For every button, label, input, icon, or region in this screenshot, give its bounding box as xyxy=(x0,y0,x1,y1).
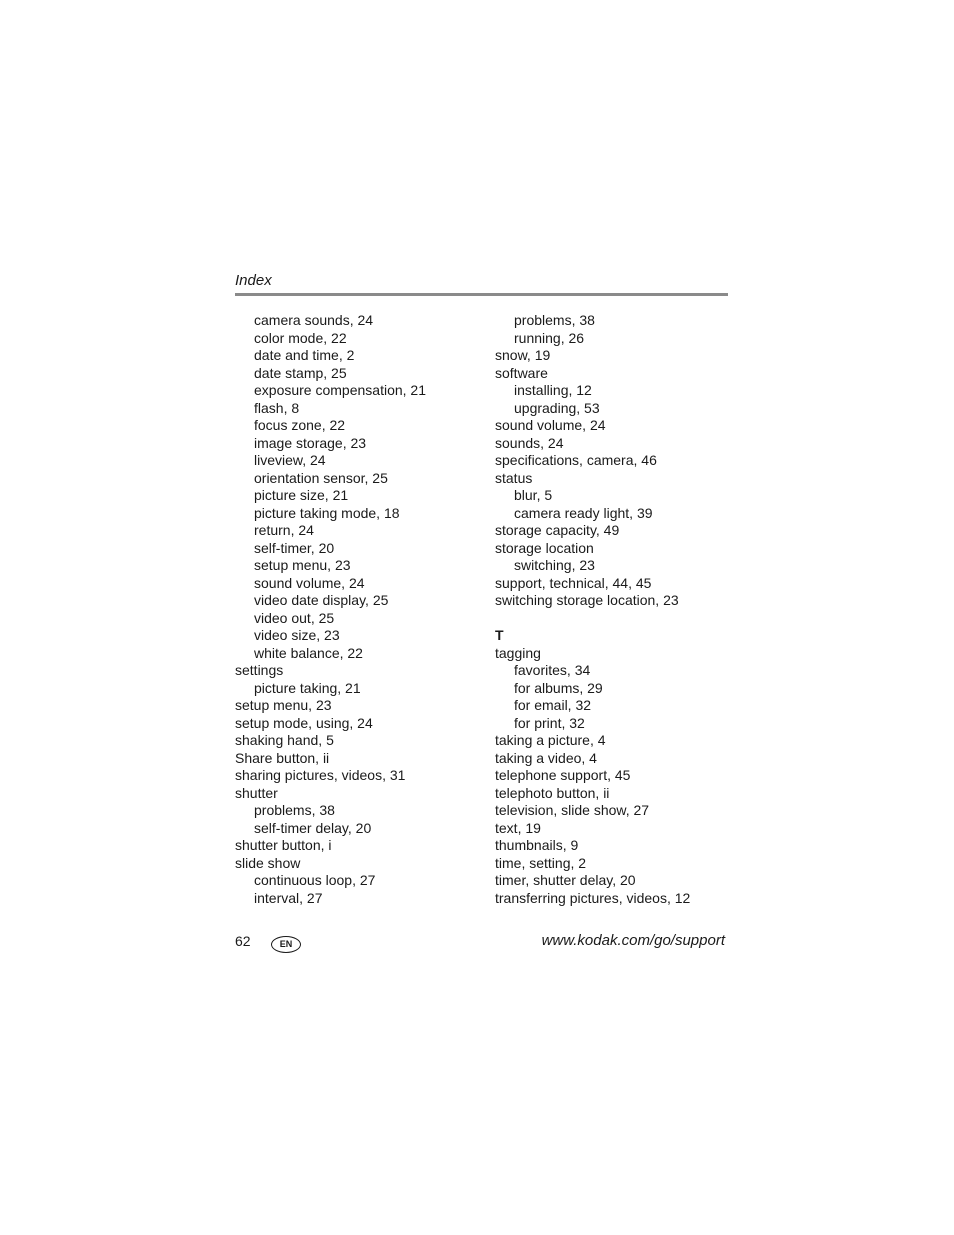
index-subentry: sound volume, 24 xyxy=(254,574,365,591)
index-subentry: liveview, 24 xyxy=(254,452,326,468)
index-entry: timer, shutter delay, 20 xyxy=(495,872,636,888)
index-subentry: date and time, 2 xyxy=(254,347,355,363)
index-entry: telephoto button, ii xyxy=(495,784,610,801)
index-entry: storage location xyxy=(495,539,594,556)
page-header-title: Index xyxy=(235,272,272,289)
index-subentry: switching, 23 xyxy=(514,557,595,573)
index-entry: taking a picture, 4 xyxy=(495,732,606,748)
index-subentry: for albums, 29 xyxy=(514,679,603,696)
index-subentry: self-timer delay, 20 xyxy=(254,819,372,836)
index-subentry: favorites, 34 xyxy=(514,662,591,678)
index-subentry: upgrading, 53 xyxy=(514,399,600,416)
index-subentry: white balance, 22 xyxy=(254,644,363,661)
index-entry: snow, 19 xyxy=(495,347,551,363)
index-entry: sound volume, 24 xyxy=(495,417,606,433)
header-divider xyxy=(235,293,728,296)
index-entry: shaking hand, 5 xyxy=(235,732,334,748)
index-entry: specifications, camera, 46 xyxy=(495,452,657,468)
index-subentry: picture taking, 21 xyxy=(254,679,361,696)
index-subentry: image storage, 23 xyxy=(254,434,367,451)
index-subentry: problems, 38 xyxy=(514,312,595,328)
index-subentry: installing, 12 xyxy=(514,382,592,398)
index-spacer xyxy=(495,610,735,628)
index-entry: sharing pictures, videos, 31 xyxy=(235,767,406,783)
index-subentry: orientation sensor, 25 xyxy=(254,469,388,486)
index-subentry: video out, 25 xyxy=(254,609,335,626)
index-entry: slide show xyxy=(235,854,301,871)
index-subentry: blur, 5 xyxy=(514,487,553,503)
index-subentry: return, 24 xyxy=(254,522,314,538)
index-subentry: picture taking mode, 18 xyxy=(254,504,400,521)
index-entry: thumbnails, 9 xyxy=(495,837,579,853)
index-entry: settings xyxy=(235,662,284,678)
index-entry: support, technical, 44, 45 xyxy=(495,574,652,591)
index-entry: transferring pictures, videos, 12 xyxy=(495,889,691,906)
index-section-letter: T xyxy=(495,627,504,643)
index-subentry: camera ready light, 39 xyxy=(514,504,653,521)
index-entry: telephone support, 45 xyxy=(495,767,631,783)
index-subentry: color mode, 22 xyxy=(254,329,347,346)
index-subentry: exposure compensation, 21 xyxy=(254,382,426,398)
index-subentry: picture size, 21 xyxy=(254,487,349,503)
index-subentry: running, 26 xyxy=(514,329,585,346)
index-entry: time, setting, 2 xyxy=(495,854,587,871)
index-entry: tagging xyxy=(495,644,541,661)
index-entry: Share button, ii xyxy=(235,749,330,766)
index-entry: status xyxy=(495,469,533,486)
index-subentry: flash, 8 xyxy=(254,399,300,416)
index-subentry: video size, 23 xyxy=(254,627,340,643)
index-subentry: setup menu, 23 xyxy=(254,557,351,573)
index-subentry: focus zone, 22 xyxy=(254,417,346,433)
index-subentry: continuous loop, 27 xyxy=(254,872,376,888)
index-subentry: problems, 38 xyxy=(254,802,335,818)
support-url-link[interactable]: www.kodak.com/go/support xyxy=(541,932,725,949)
index-subentry: self-timer, 20 xyxy=(254,539,335,556)
language-badge-icon: EN xyxy=(271,936,301,953)
index-entry: television, slide show, 27 xyxy=(495,802,650,818)
index-entry: shutter xyxy=(235,784,278,801)
index-subentry: camera sounds, 24 xyxy=(254,312,374,328)
index-entry: text, 19 xyxy=(495,819,541,836)
index-subentry: for print, 32 xyxy=(514,714,585,731)
index-column-right xyxy=(495,312,735,907)
index-entry: setup mode, using, 24 xyxy=(235,714,373,731)
index-entry: software xyxy=(495,364,548,381)
index-entry: shutter button, i xyxy=(235,837,332,853)
index-entry: switching storage location, 23 xyxy=(495,592,679,608)
index-subentry: date stamp, 25 xyxy=(254,364,347,381)
page-number: 62 xyxy=(235,933,251,949)
index-entry: sounds, 24 xyxy=(495,434,564,451)
index-entry: storage capacity, 49 xyxy=(495,522,620,538)
index-subentry: for email, 32 xyxy=(514,697,592,713)
index-subentry: interval, 27 xyxy=(254,889,323,906)
index-column-left xyxy=(235,312,485,907)
index-subentry: video date display, 25 xyxy=(254,592,389,608)
index-entry: taking a video, 4 xyxy=(495,749,597,766)
index-entry: setup menu, 23 xyxy=(235,697,332,713)
